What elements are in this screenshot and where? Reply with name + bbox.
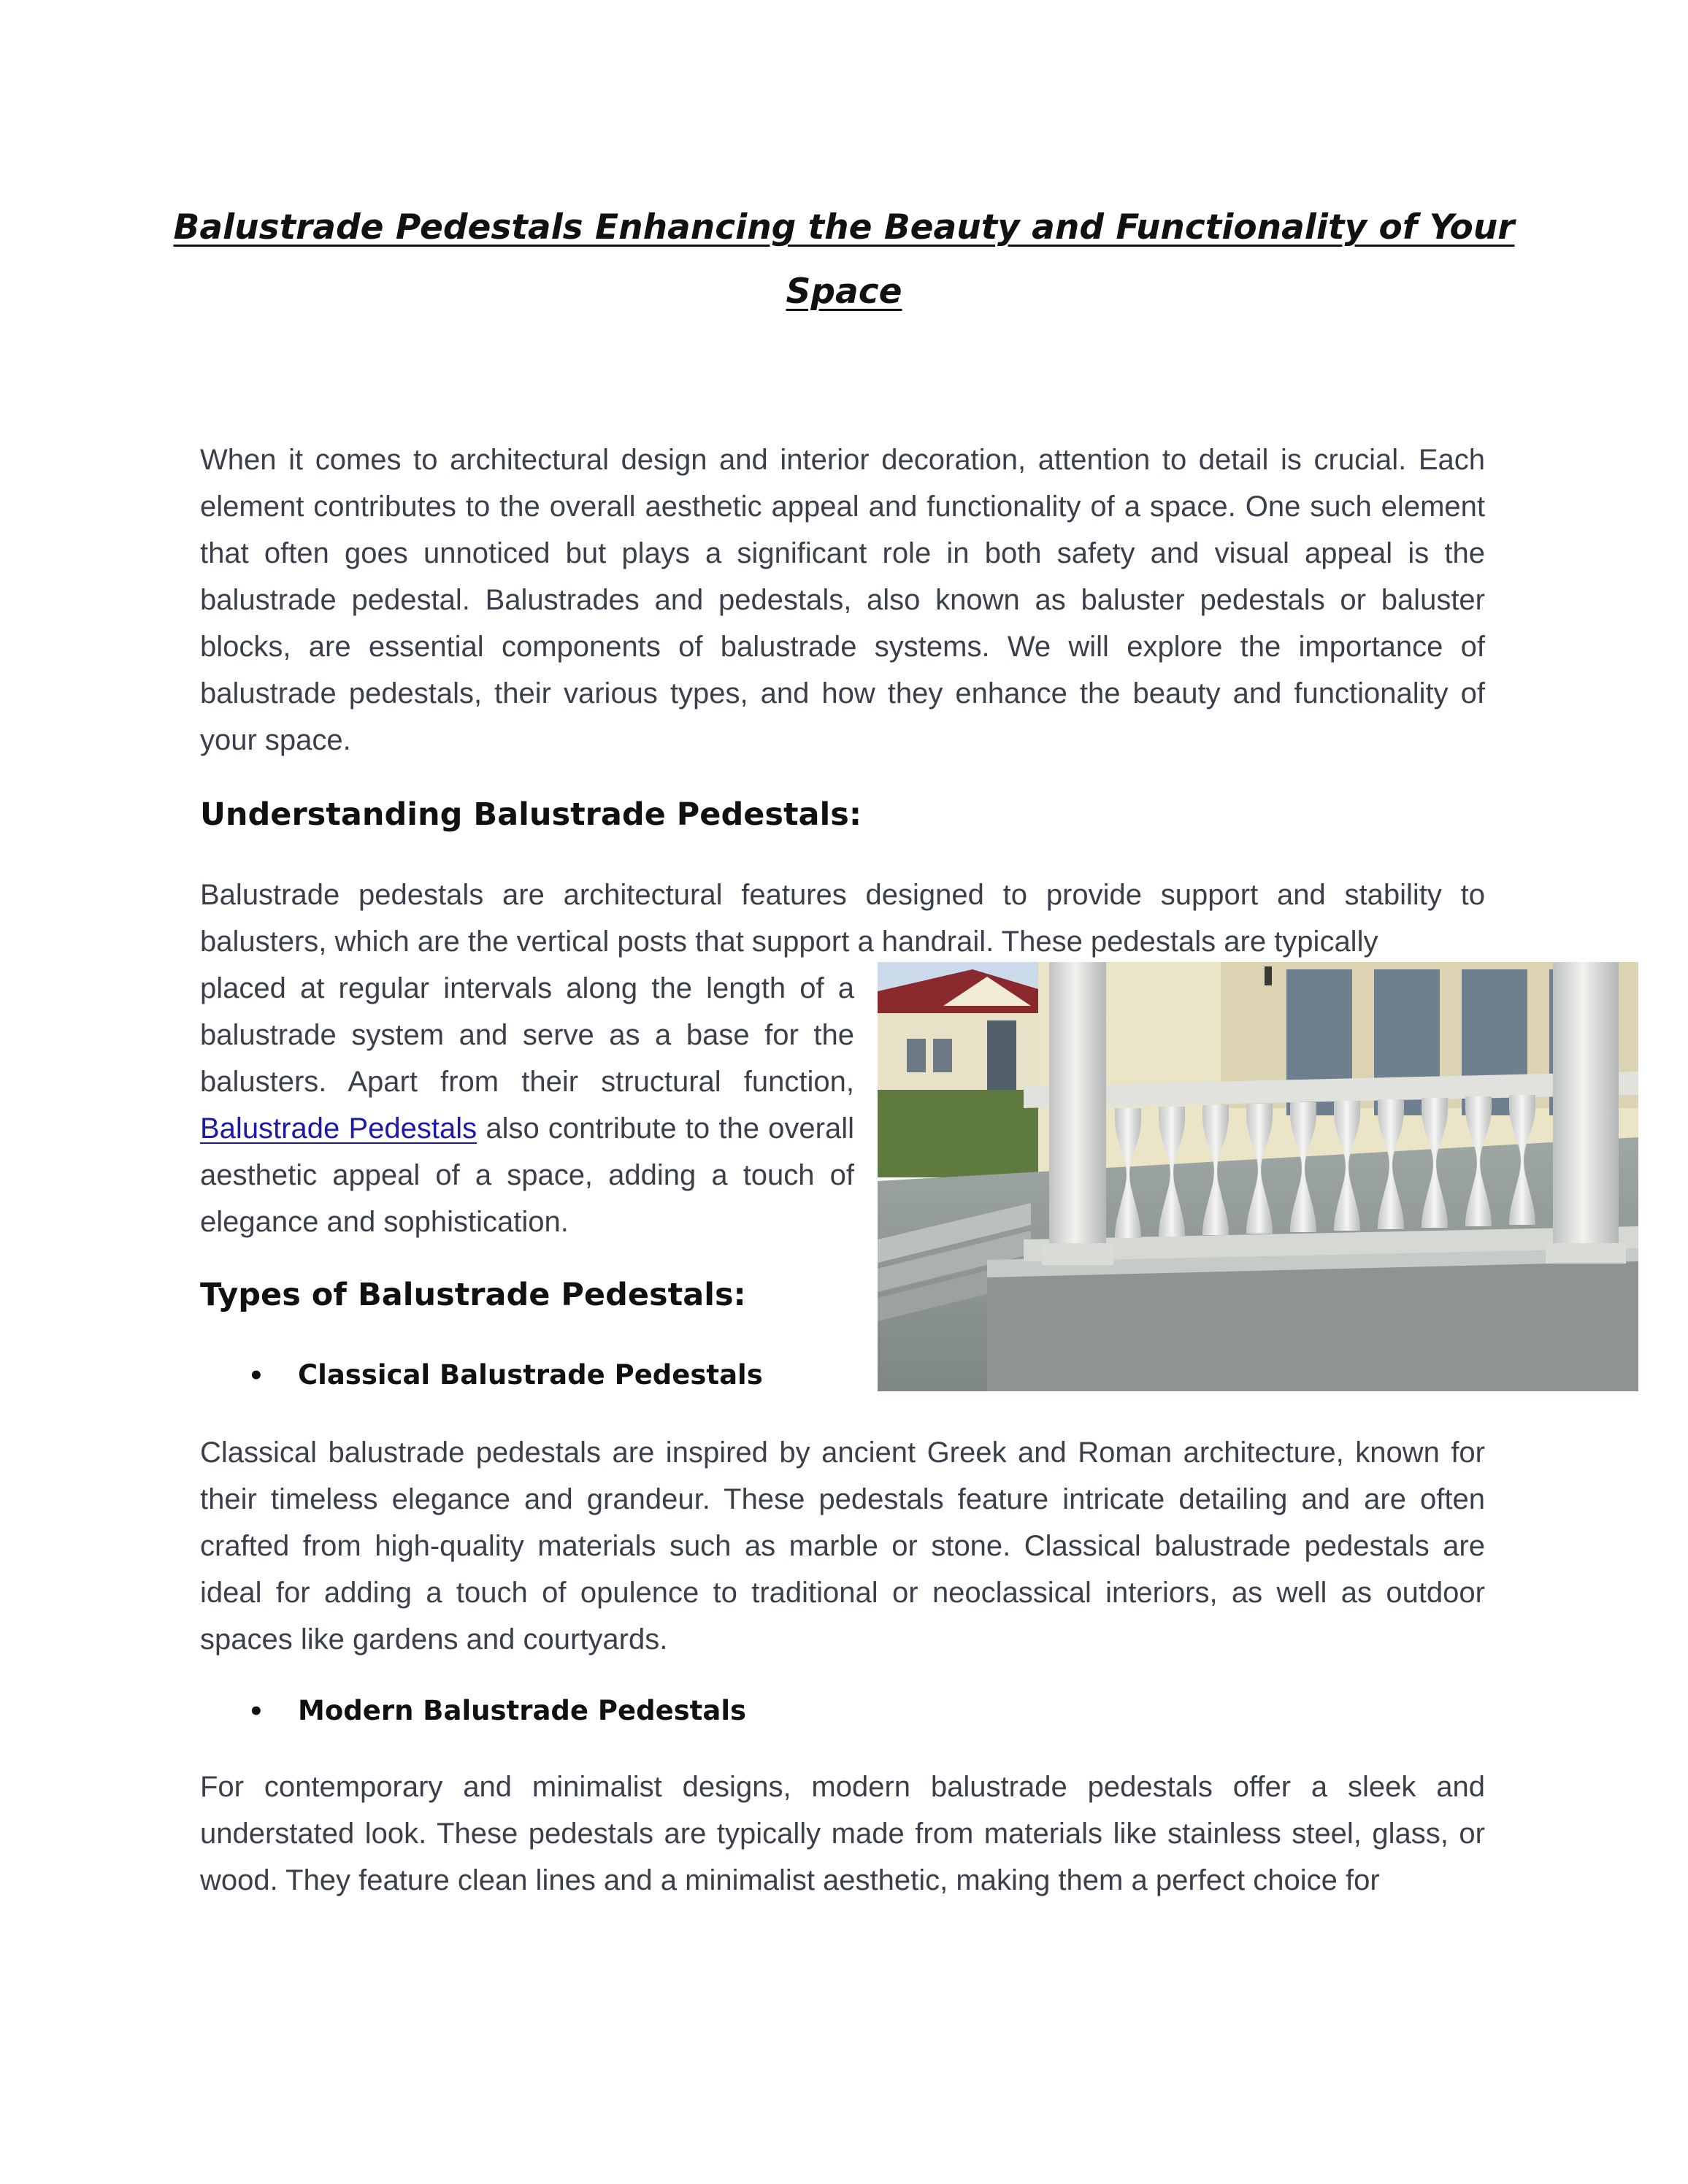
understanding-text-before-link: placed at regular intervals along the length of a balustrade system and serve as a base for the balusters. Apart from their structural function,	[200, 972, 854, 1098]
understanding-text-after-link: also contribute to the overall aesthetic appeal of a space, adding a touch of elegance and sophistication.	[200, 1112, 854, 1238]
understanding-paragraph: Balustrade pedestals are architectural features designed to provide support and stability to balusters, which are the vertical posts that support a handrail. These pedestals are typically	[200, 879, 1485, 958]
bullet-dot-icon: •	[248, 1697, 264, 1726]
document-title: Balustrade Pedestals Enhancing the Beauty and Functionality of Your Space	[173, 207, 1515, 312]
bullet-classical	[248, 1355, 763, 1396]
modern-paragraph: For contemporary and minimalist designs, modern balustrade pedestals offer a sleek and understated look. These pedestals are typically made from materials like stainless steel, glass, or wood. They feature clean lines and a minimalist aesthetic, making them a perfect choice for	[200, 1771, 1485, 1896]
balustrade-pedestals-link[interactable]: Balustrade Pedestals	[200, 1112, 477, 1145]
classical-paragraph: Classical balustrade pedestals are inspired by ancient Greek and Roman architecture, known for their timeless elegance and grandeur. These pedestals feature intricate detailing and are often crafted from high-quality materials such as marble or stone. Classical balustrade pedestals are ideal for adding a touch of opulence to traditional or neoclassical interiors, as well as outdoor spaces like gardens and courtyards.	[200, 1437, 1485, 1656]
intro-paragraph: When it comes to architectural design and interior decoration, attention to detail is crucial. Each element contributes to the overall aesthetic appeal and functionality of a space. One such element that often goes unnoticed but plays a significant role in both safety and visual appeal is the balustrade pedestal. Balustrades and pedestals, also known as baluster pedestals or baluster blocks, are essential components of balustrade systems. We will explore the importance of balustrade pedestals, their various types, and how they enhance the beauty and functionality of your space.	[200, 444, 1485, 756]
understanding-heading: Understanding Balustrade Pedestals:	[200, 796, 862, 833]
bullet-modern-label: Modern Balustrade Pedestals	[298, 1695, 747, 1726]
types-heading: Types of Balustrade Pedestals:	[200, 1277, 746, 1313]
balustrade-photo	[878, 962, 1638, 1391]
understanding-paragraph-wrapped	[200, 965, 854, 1245]
bullet-dot-icon: •	[248, 1361, 264, 1391]
bullet-classical-label: Classical Balustrade Pedestals	[298, 1359, 763, 1391]
bullet-modern	[248, 1691, 746, 1732]
